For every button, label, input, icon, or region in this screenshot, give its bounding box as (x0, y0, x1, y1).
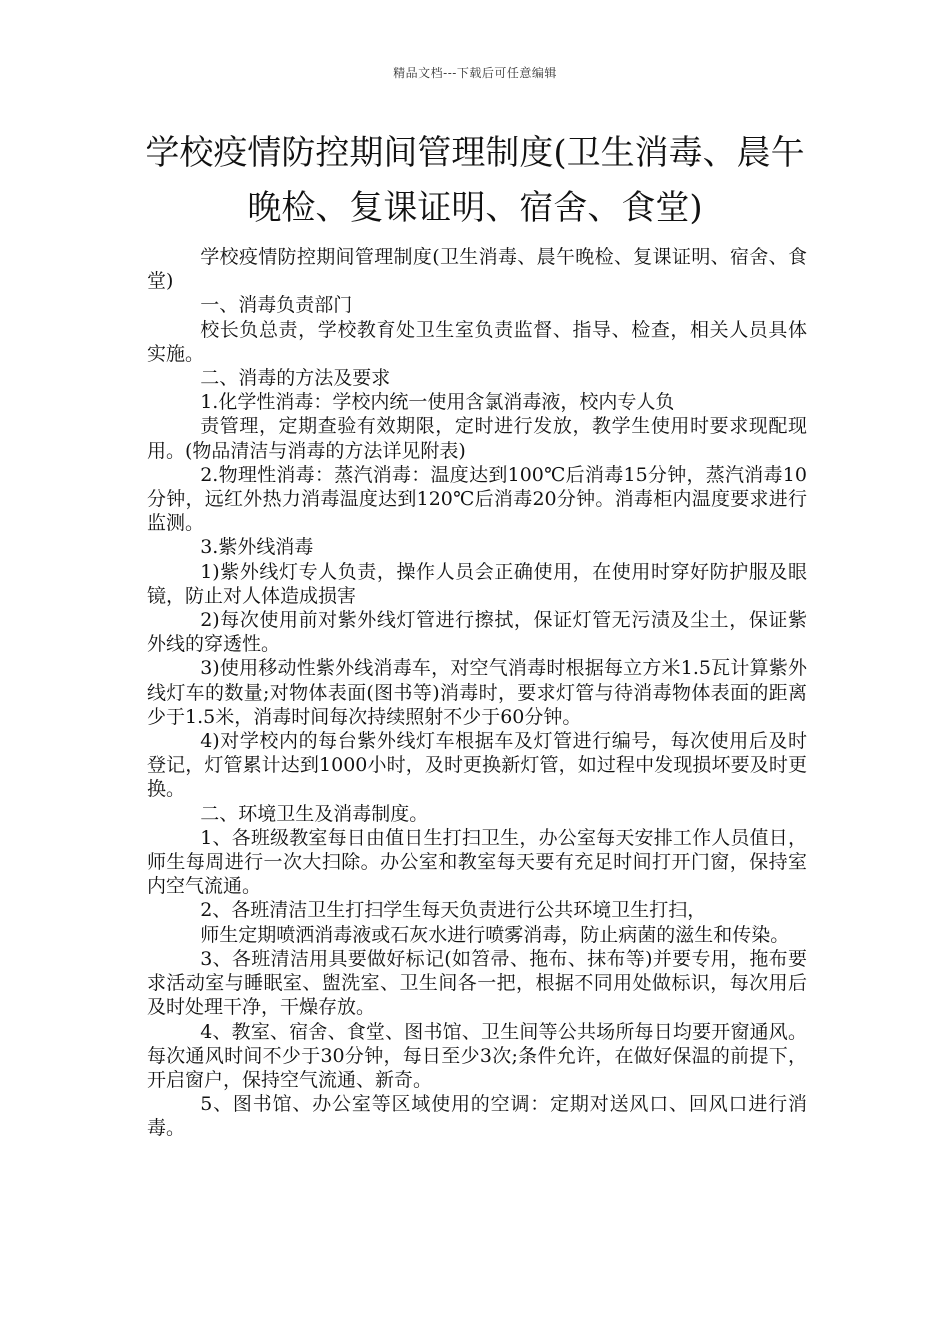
document-title: 学校疫情防控期间管理制度(卫生消毒、晨午晚检、复课证明、宿舍、食堂) (145, 133, 805, 228)
body-paragraph: 1.化学性消毒：学校内统一使用含氯消毒液，校内专人负 (200, 391, 675, 414)
body-paragraph: 校长负总责，学校教育处卫生室负责监督、指导、检查，相关人员具体实施。 (147, 318, 807, 365)
body-paragraph: 责管理，定期查验有效期限，定时进行发放，教学生使用时要求现配现用。(物品清洁与消毒的方法详见附表) (147, 415, 807, 462)
body-paragraph: 4、教室、宿舍、食堂、图书馆、卫生间等公共场所每日均要开窗通风。每次通风时间不少于30分钟，每日至少3次;条件允许，在做好保温的前提下，开启窗户，保持空气流通、新奇。 (147, 1020, 807, 1091)
body-paragraph: 1)紫外线灯专人负责，操作人员会正确使用，在使用时穿好防护服及眼镜，防止对人体造成损害 (147, 560, 807, 607)
body-paragraph: 3)使用移动性紫外线消毒车，对空气消毒时根据每立方米1.5瓦计算紫外线灯车的数量;对物体表面(图书等)消毒时，要求灯管与待消毒物体表面的距离少于1.5米，消毒时间每次持续照射不少于60分钟。 (147, 657, 807, 728)
body-paragraph: 师生定期喷洒消毒液或石灰水进行喷雾消毒，防止病菌的滋生和传染。 (200, 923, 790, 946)
body-paragraph: 3、各班清洁用具要做好标记(如笤帚、拖布、抹布等)并要专用，拖布要求活动室与睡眠室、盥洗室、卫生间各一把，根据不同用处做标识，每次用后及时处理干净，干燥存放。 (147, 947, 807, 1019)
body-paragraph: 4)对学校内的每台紫外线灯车根据车及灯管进行编号，每次使用后及时登记，灯管累计达到1000小时，及时更换新灯管，如过程中发现损坏要及时更换。 (147, 730, 807, 801)
subsection-heading: 3.紫外线消毒 (200, 536, 314, 559)
section-heading: 二、环境卫生及消毒制度。 (200, 802, 429, 825)
body-paragraph: 1、各班级教室每日由值日生打扫卫生，办公室每天安排工作人员值日，师生每周进行一次大扫除。办公室和教室每天要有充足时间打开门窗，保持室内空气流通。 (147, 826, 807, 898)
body-paragraph: 2、各班清洁卫生打扫学生每天负责进行公共环境卫生打扫， (200, 899, 707, 922)
header-note: 精品文档---下载后可任意编辑 (393, 66, 557, 80)
body-paragraph: 2.物理性消毒：蒸汽消毒：温度达到100℃后消毒15分钟，蒸汽消毒10分钟，远红外热力消毒温度达到120℃后消毒20分钟。消毒柜内温度要求进行监测。 (147, 463, 807, 535)
section-heading: 一、消毒负责部门 (200, 294, 353, 317)
intro-paragraph: 学校疫情防控期间管理制度(卫生消毒、晨午晚检、复课证明、宿舍、食堂) (147, 246, 807, 293)
body-paragraph: 5、图书馆、办公室等区域使用的空调：定期对送风口、回风口进行消毒。 (147, 1093, 807, 1140)
section-heading: 二、消毒的方法及要求 (200, 367, 391, 390)
body-paragraph: 2)每次使用前对紫外线灯管进行擦拭，保证灯管无污渍及尘土，保证紫外线的穿透性。 (147, 609, 807, 656)
document-body (147, 245, 807, 1141)
